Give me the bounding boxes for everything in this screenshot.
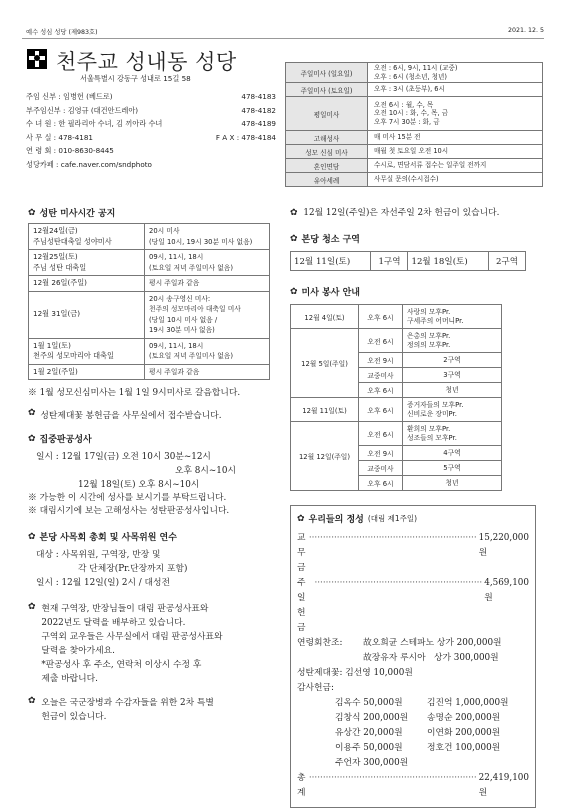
service-group: 4구역 <box>403 446 502 461</box>
calendar-notice: ✿ 현재 구역장, 반장님들이 대림 판공성사표와 2022년도 달력을 배부하고 있습니다. 구역외 교우들은 사무실에서 대림 판공성사표와 달력을 찾아가세요. *판공성사 후 주소, 연락처 이상시 수정 후 제출 바랍니다. <box>28 602 223 684</box>
thanks-row <box>297 711 529 726</box>
staff-label: 성당카페 : cafe.naver.com/sndphoto <box>26 159 152 169</box>
thanks-donor: 유상간 20,000원 <box>335 728 403 738</box>
service-section-title: ✿ 미사 봉사 안내 <box>290 286 360 298</box>
christmas-table <box>28 223 270 380</box>
service-row <box>291 422 502 446</box>
flower-offering-notice: ✿ 성탄제대꽃 봉헌금을 사무실에서 접수받습니다. <box>28 408 222 421</box>
leader-dots: ···························································· <box>308 533 477 543</box>
christmas-date: 12월 26일(주일) <box>29 276 145 292</box>
service-date: 12월 11일(토) <box>291 398 359 422</box>
service-group: 청년 <box>403 476 502 491</box>
thanks-row <box>297 696 529 711</box>
schedule-label: 주일미사 (토요일) <box>286 83 368 97</box>
left-column <box>28 206 280 724</box>
header-divider <box>22 38 544 39</box>
cleaning-zone-2: 2구역 <box>488 252 525 271</box>
staff-row <box>26 104 276 118</box>
staff-label: 사 무 실 : 478-4181 <box>26 132 93 142</box>
staff-phone: 478-4183 <box>241 92 276 101</box>
parish-address: 서울특별시 강동구 성내로 15길 58 <box>80 74 191 83</box>
schedule-value: 사무실 문의(수시접수) <box>368 173 543 187</box>
staff-phone: F A X : 478-4184 <box>215 132 276 142</box>
staff-phone: 478-4182 <box>241 105 276 115</box>
funeral-list <box>363 636 502 666</box>
schedule-row <box>286 173 543 187</box>
bulletin-date: 2021. 12. 5 <box>507 27 544 34</box>
service-row <box>291 329 502 353</box>
confession-notes <box>28 492 280 518</box>
confession-line-3: 12월 18일(토) 오후 8시~10시 <box>78 480 200 490</box>
flower-bullet-icon: ✿ <box>28 207 36 218</box>
masthead <box>26 44 276 196</box>
offering-flowers: 성탄제대꽃: 김선영 10,000원 <box>297 668 413 678</box>
christmas-section-title: ✿ 성탄 미사시간 공지 <box>28 207 116 219</box>
parish-title: 천주교 성내동 성당 <box>56 50 237 74</box>
offerings-title: ✿ 우리들의 정성 (대림 제1주일) <box>297 513 418 525</box>
schedule-row <box>286 145 543 159</box>
thanks-donor: 이연화 200,000원 <box>427 728 501 738</box>
staff-row <box>26 117 276 131</box>
schedule-value: 매월 첫 토요일 오전 10시 <box>368 145 543 159</box>
flower-bullet-icon: ✿ <box>290 208 298 218</box>
christmas-row <box>29 338 270 364</box>
service-time: 오전 6시 <box>359 329 403 353</box>
service-group: 5구역 <box>403 461 502 476</box>
confession-details <box>28 450 280 492</box>
schedule-value: 오전 6시 : 월, 수, 목 오전 10시 : 화, 수, 목, 금 오후 7시 30분 : 화, 금 <box>368 97 543 131</box>
staff-list <box>26 90 276 171</box>
service-time: 오후 6시 <box>359 476 403 491</box>
funeral-item: 故오희균 스테파노 상가 200,000원 <box>363 638 502 648</box>
cleaning-table <box>290 251 526 271</box>
service-date: 12월 12일(주일) <box>291 422 359 491</box>
staff-row <box>26 158 276 172</box>
offering-total <box>297 771 529 801</box>
christmas-date: 1월 2일(주일) <box>29 364 145 380</box>
christmas-time: 평시 주일과 같음 <box>145 276 270 292</box>
thanks-row <box>297 726 529 741</box>
confession-section-title: ✿ 집중판공성사 <box>28 433 92 445</box>
service-group: 2구역 <box>403 353 502 368</box>
service-time: 오후 6시 <box>359 398 403 422</box>
offering-tithe-label: 교무금 <box>297 533 306 573</box>
christmas-time: 20시 송구영신 미사: 천주의 성모마리아 대축일 미사 (당일 10시 미사 없음 / 19시 30분 미사 없음) <box>145 291 270 338</box>
schedule-label: 주일미사 (일요일) <box>286 63 368 83</box>
offering-funeral <box>297 636 529 666</box>
schedule-value: 매 미사 15분 전 <box>368 131 543 145</box>
training-line-1: 대상 : 사목위원, 구역장, 반장 및 <box>36 550 161 560</box>
second-collection-notice: ✿ 12월 12일(주일)은 자선주일 2차 헌금이 있습니다. <box>290 208 500 218</box>
thanks-donor: 주언자 300,000원 <box>335 758 409 768</box>
schedule-row <box>286 97 543 131</box>
special-collection-notice: ✿ 오늘은 국군장병과 수감자들을 위한 2차 특별 헌금이 있습니다. <box>28 696 214 722</box>
staff-row <box>26 90 276 104</box>
service-row <box>291 305 502 329</box>
flower-bullet-icon: ✿ <box>28 602 36 612</box>
training-section-title: ✿ 본당 사목회 총회 및 사목위원 연수 <box>28 531 177 543</box>
bulletin-issue: 예수 성심 성당 (제983호) <box>26 29 98 36</box>
funeral-label: 연령회찬조: <box>297 638 343 648</box>
confession-note-1: ※ 가능한 이 시간에 성사를 보시기를 부탁드립니다. <box>28 493 227 503</box>
leader-dots: ···························································· <box>314 578 483 588</box>
service-time: 오후 6시 <box>359 383 403 398</box>
confession-line-2: 오후 8시~10시 <box>175 466 236 476</box>
church-logo-icon <box>26 48 48 70</box>
offerings-box <box>290 505 536 808</box>
thanks-donor: 김옥수 50,000원 <box>335 698 403 708</box>
thanks-donor: 김진억 1,000,000원 <box>427 698 509 708</box>
christmas-row <box>29 250 270 276</box>
service-time: 오전 9시 <box>359 446 403 461</box>
cleaning-zone-1: 1구역 <box>371 252 408 271</box>
service-group: 3구역 <box>403 368 502 383</box>
flower-bullet-icon: ✿ <box>28 433 36 444</box>
service-date: 12월 5일(주일) <box>291 329 359 398</box>
service-time: 오전 9시 <box>359 353 403 368</box>
flower-bullet-icon: ✿ <box>28 696 36 706</box>
mass-schedule-table <box>285 62 543 187</box>
schedule-label: 성모 신심 미사 <box>286 145 368 159</box>
cleaning-section-title: ✿ 본당 청소 구역 <box>290 233 360 245</box>
cleaning-date-2: 12월 18일(토) <box>408 252 488 271</box>
christmas-time: 09시, 11시, 18시 (토요일 저녁 주일미사 없음) <box>145 338 270 364</box>
staff-label: 부주임신부 : 김영규 (대건안드레아) <box>26 105 139 115</box>
schedule-label: 혼인면담 <box>286 159 368 173</box>
offerings-body <box>297 531 529 801</box>
schedule-label: 유아세례 <box>286 173 368 187</box>
schedule-row <box>286 131 543 145</box>
thanks-donor: 김창식 200,000원 <box>335 713 409 723</box>
christmas-time: 09시, 11시, 18시 (토요일 저녁 주일미사 없음) <box>145 250 270 276</box>
thanks-donor: 정호건 100,000원 <box>427 743 501 753</box>
flower-bullet-icon: ✿ <box>28 408 36 418</box>
mass-schedule-box <box>285 62 543 187</box>
schedule-value: 수시로, 면담서류 접수는 일주일 전까지 <box>368 159 543 173</box>
thanks-row <box>297 741 529 756</box>
staff-row <box>26 131 276 145</box>
staff-label: 주임 신부 : 임병헌 (베드로) <box>26 92 113 101</box>
christmas-note: ※ 1월 성모신심미사는 1월 1일 9시미사로 갈음합니다. <box>28 388 241 398</box>
christmas-row <box>29 224 270 250</box>
offering-tithe <box>297 531 529 576</box>
confession-line-1: 일시 : 12월 17일(금) 오전 10시 30분~12시 <box>36 452 211 462</box>
christmas-date: 12월25일(토) 주님 성탄 대축일 <box>29 250 145 276</box>
flower-bullet-icon: ✿ <box>290 233 298 244</box>
schedule-label: 고해성사 <box>286 131 368 145</box>
service-group: 환희의 모후Pr. 성조들의 모후Pr. <box>403 422 502 446</box>
training-details <box>28 548 280 590</box>
mass-service-table <box>290 304 502 491</box>
flower-bullet-icon: ✿ <box>290 286 298 297</box>
leader-dots: ···························································· <box>308 773 477 783</box>
service-time: 교중미사 <box>359 461 403 476</box>
service-time: 오후 6시 <box>359 305 403 329</box>
thanks-row <box>297 756 529 771</box>
confession-note-2: ※ 대림시기에 보는 고해성사는 성탄판공성사입니다. <box>28 506 230 516</box>
christmas-date: 12월24일(금) 주님성탄대축일 성야미사 <box>29 224 145 250</box>
christmas-row <box>29 276 270 292</box>
offerings-title-suffix: (대림 제1주일) <box>367 514 418 523</box>
funeral-item: 故장유자 루시아 상가 300,000원 <box>363 653 499 663</box>
service-date: 12월 4일(토) <box>291 305 359 329</box>
christmas-date: 12월 31일(금) <box>29 291 145 338</box>
schedule-label: 평일미사 <box>286 97 368 131</box>
schedule-row <box>286 159 543 173</box>
service-group: 증거자들의 모후Pr. 신비로운 장미Pr. <box>403 398 502 422</box>
offering-total-label: 총계 <box>297 773 306 798</box>
christmas-time: 평시 주일과 같음 <box>145 364 270 380</box>
right-column <box>290 206 542 808</box>
schedule-value: 오후 : 3시 (초등부), 6시 <box>368 83 543 97</box>
staff-label: 수 녀 원 : 한 필라리아 수녀, 김 끼아라 수녀 <box>26 119 163 128</box>
schedule-row <box>286 63 543 83</box>
schedule-row <box>286 83 543 97</box>
christmas-row <box>29 291 270 338</box>
offering-sunday <box>297 576 529 636</box>
service-group: 은총의 모후Pr. 정의의 모후Pr. <box>403 329 502 353</box>
offering-thanks-label: 감사헌금: <box>297 683 334 693</box>
training-line-3: 일시 : 12월 12일(일) 2시 / 대성전 <box>36 578 171 588</box>
christmas-time: 20시 미사 (당일 10시, 19시 30분 미사 없음) <box>145 224 270 250</box>
offering-total-value: 22,419,100원 <box>478 773 529 798</box>
offering-tithe-value: 15,220,000원 <box>478 533 529 558</box>
flower-bullet-icon: ✿ <box>28 531 36 542</box>
service-row <box>291 398 502 422</box>
schedule-value: 오전 : 6시, 9시, 11시 (교중) 오후 : 6시 (청소년, 청년) <box>368 63 543 83</box>
cleaning-date-1: 12월 11일(토) <box>291 252 371 271</box>
service-group: 청년 <box>403 383 502 398</box>
service-time: 교중미사 <box>359 368 403 383</box>
service-time: 오전 6시 <box>359 422 403 446</box>
thanks-donor: 송명순 200,000원 <box>427 713 501 723</box>
thanks-donor: 이용주 50,000원 <box>335 743 403 753</box>
offering-sunday-value: 4,569,100원 <box>484 578 529 603</box>
staff-row <box>26 144 276 158</box>
flower-bullet-icon: ✿ <box>297 513 305 524</box>
staff-phone: 478-4189 <box>241 119 276 128</box>
service-group: 사랑의 모후Pr. 구세주의 어머니Pr. <box>403 305 502 329</box>
offering-sunday-label: 주일헌금 <box>297 578 306 633</box>
christmas-row <box>29 364 270 380</box>
training-line-2: 각 단체장(Pr.단장까지 포함) <box>78 564 188 574</box>
staff-label: 연 령 회 : 010-8630-8445 <box>26 146 114 155</box>
christmas-date: 1월 1일(토) 천주의 성모마리아 대축일 <box>29 338 145 364</box>
